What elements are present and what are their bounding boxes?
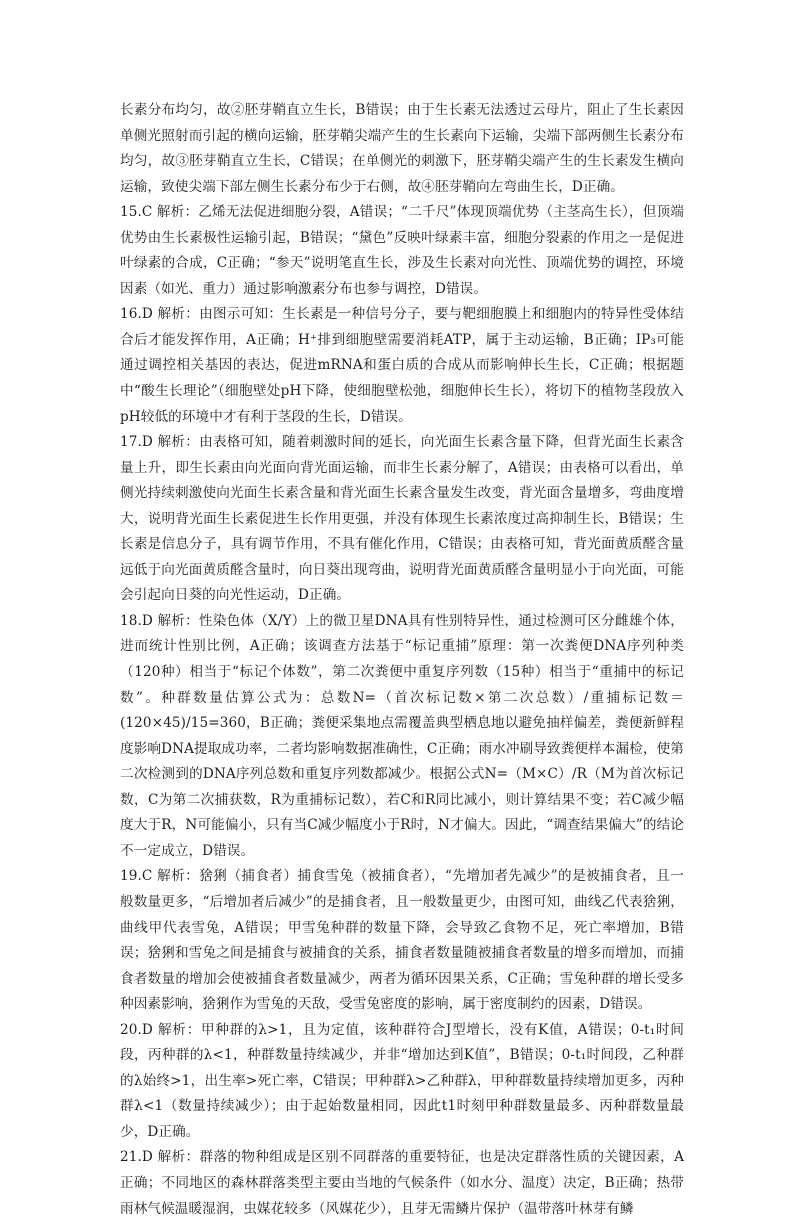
explanation-paragraph-14-continued: 长素分布均匀，故②胚芽鞘直立生长，B错误；由于生长素无法透过云母片，阻止了生长素因单侧光照射而引起的横向运输，胚芽鞘尖端产生的生长素向下运输，尖端下部两侧生长素分布均匀，故③胚芽鞘直立生长，C错误；在单侧光的刺激下，胚芽鞘尖端产生的生长素发生横向运输，致使尖端下部左侧生长素分布少于右侧，故④胚芽鞘向左弯曲生长，D正确。 xyxy=(120,102,684,195)
explanation-paragraph-15: 15.C 解析：乙烯无法促进细胞分裂，A错误；“二千尺”体现顶端优势（主茎高生长），但顶端优势由生长素极性运输引起，B错误；“黛色”反映叶绿素丰富，细胞分裂素的作用之一是促进叶绿素的合成，C正确；“参天”说明笔直生长，涉及生长素对向光性、顶端优势的调控，环境因素（如光、重力）通过影响激素分布也参与调控，D错误。 xyxy=(120,204,684,297)
explanation-paragraph-17: 17.D 解析：由表格可知，随着刺激时间的延长，向光面生长素含量下降，但背光面生长素含量上升，即生长素由向光面向背光面运输，而非生长素分解了，A错误；由表格可以看出，单侧光持续刺激使向光面生长素含量和背光面生长素含量发生改变，背光面含量增多，弯曲度增大，说明背光面生长素促进生长作用更强，并没有体现生长素浓度过高抑制生长，B错误；生长素是信息分子，具有调节作用，不具有催化作用，C错误；由表格可知，背光面黄质醛含量远低于向光面黄质醛含量时，向日葵出现弯曲，说明背光面黄质醛含量明显小于向光面，可能会引起向日葵的向光性运动，D正确。 xyxy=(120,434,684,604)
explanation-paragraph-16: 16.D 解析：由图示可知：生长素是一种信号分子，要与靶细胞膜上和细胞内的特异性受体结合后才能发挥作用，A正确；H⁺排到细胞壁需要消耗ATP，属于主动运输，B正确；IP₃可能通过调控相关基因的表达，促进mRNA和蛋白质的合成从而影响伸长生长，C正确；根据题中“酸生长理论”（细胞壁处pH下降，使细胞壁松弛，细胞伸长生长），将切下的植物茎段放入pH较低的环境中才有利于茎段的生长，D错误。 xyxy=(120,306,684,425)
explanation-paragraph-18: 18.D 解析：性染色体（X/Y）上的微卫星DNA具有性别特异性，通过检测可区分雌雄个体，进而统计性别比例，A正确；该调查方法基于“标记重捕”原理：第一次粪便DNA序列种类（120种）相当于“标记个体数”，第二次粪便中重复序列数（15种）相当于“重捕中的标记数”。种群数量估算公式为：总数N=（首次标记数×第二次总数）/重捕标记数＝(120×45)/15=360，B正确；粪便采集地点需覆盖典型栖息地以避免抽样偏差，粪便新鲜程度影响DNA提取成功率，二者均影响数据准确性，C正确；雨水冲刷导致粪便样本漏检，使第二次检测到的DNA序列总数和重复序列数都减少。根据公式N=（M×C）/R（M为首次标记数，C为第二次捕获数，R为重捕标记数），若C和R同比减小，则计算结果不变；若C减少幅度大于R，N可能偏小，只有当C减少幅度小于R时，N才偏大。因此，“调查结果偏大”的结论不一定成立，D错误。 xyxy=(120,612,684,859)
explanation-paragraph-21: 21.D 解析：群落的物种组成是区别不同群落的重要特征，也是决定群落性质的关键因素，A正确；不同地区的森林群落类型主要由当地的气候条件（如水分、温度）决定，B正确；热带雨林气候温暖湿润，虫媒花较多（风媒花少），且芽无需鳞片保护（温带落叶林芽有鳞 xyxy=(120,1149,684,1217)
answer-explanation-page xyxy=(120,98,684,1222)
explanation-paragraph-20: 20.D 解析：甲种群的λ>1，且为定值，该种群符合J型增长，没有K值，A错误；0-t₁时间段，丙种群的λ<1，种群数量持续减少，并非“增加达到K值”，B错误；0-t₁时间段，乙种群的λ始终>1，出生率>死亡率，C错误；甲种群λ>乙种群λ，甲种群数量持续增加更多，丙种群λ<1（数量持续减少）；由于起始数量相同，因此t1时刻甲种群数量最多、丙种群数量最少，D正确。 xyxy=(120,1021,684,1140)
explanation-paragraph-19: 19.C 解析：猞猁（捕食者）捕食雪兔（被捕食者），“先增加者先减少”的是被捕食者，且一般数量更多，“后增加者后减少”的是捕食者，且一般数量更少，由图可知，曲线乙代表猞猁，曲线甲代表雪兔，A错误；甲雪兔种群的数量下降，会导致乙食物不足，死亡率增加，B错误；猞猁和雪兔之间是捕食与被捕食的关系，捕食者数量随被捕食者数量的增多而增加，而捕食者数量的增加会使被捕食者数量减少，两者为循环因果关系，C正确；雪兔种群的增长受多种因素影响，猞猁作为雪兔的天敌，受雪兔密度的影响，属于密度制约的因素，D错误。 xyxy=(120,868,684,1013)
